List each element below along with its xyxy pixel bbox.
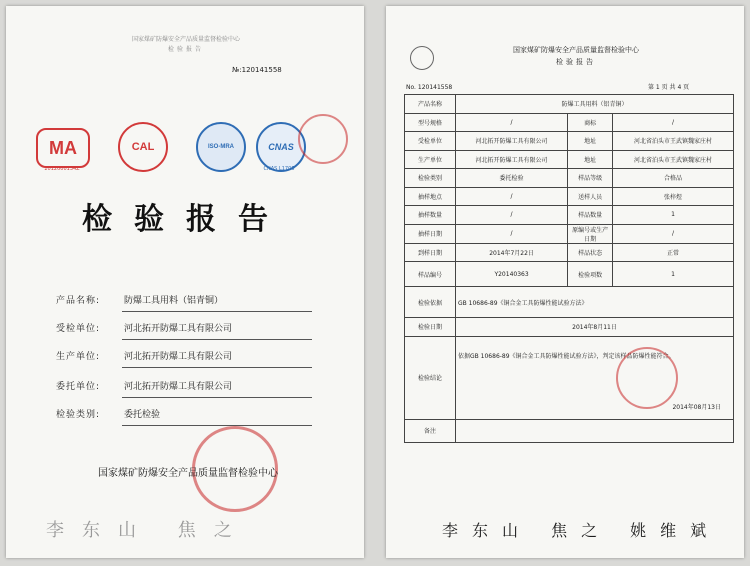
table-cell-value: 张梓煜: [613, 187, 734, 206]
table-cell-value: 正常: [613, 243, 734, 262]
cal-logo: [118, 122, 168, 172]
cnas-logo-caption: CNAS L1706: [263, 166, 295, 172]
table-cell-value: 河北拓开防爆工具有限公司: [456, 132, 568, 151]
table-cell-value: 2014年8月11日: [456, 318, 734, 337]
cover-header-line2: 检验报告: [167, 46, 204, 53]
field-label: 受检单位:: [56, 324, 101, 334]
table-row: [405, 287, 734, 318]
detail-header-line1: 国家煤矿防爆安全产品质量监督检验中心: [513, 46, 639, 54]
table-row: [405, 206, 734, 225]
table-cell-label: 样品状态: [568, 243, 613, 262]
issuing-center-name: 国家煤矿防爆安全产品质量监督检验中心: [98, 468, 278, 479]
table-cell-value: 合格品: [613, 169, 734, 188]
field-value: 防爆工具用料（铝青铜）: [122, 291, 312, 312]
table-row: [405, 336, 734, 419]
iso-mra-logo-text: ISO-MRA: [208, 144, 234, 150]
table-cell-value: /: [613, 224, 734, 243]
ma-logo-text: MA: [49, 138, 77, 158]
table-cell-label: 样品编号: [405, 262, 456, 287]
table-cell-label: 受检单位: [405, 132, 456, 151]
field-label: 产品名称:: [56, 296, 101, 306]
cnas-logo-text: CNAS: [268, 142, 294, 152]
table-row: [405, 419, 734, 442]
table-cell-label: 备注: [405, 419, 456, 442]
table-cell-label: 送样人员: [568, 187, 613, 206]
table-cell-label: 到样日期: [405, 243, 456, 262]
table-cell-label: 原编号或生产日期: [568, 224, 613, 243]
table-cell-label: 地址: [568, 150, 613, 169]
table-row: [405, 150, 734, 169]
field-label: 生产单位:: [56, 352, 101, 362]
table-cell-label: 样品等级: [568, 169, 613, 188]
report-title: 检验报告: [82, 202, 290, 237]
ma-logo: [36, 128, 90, 168]
table-row: [405, 243, 734, 262]
table-cell-label: 生产单位: [405, 150, 456, 169]
conclusion-seal-stamp: [616, 347, 678, 409]
report-detail-page: [386, 6, 744, 558]
cover-report-number-value: 120141558: [241, 66, 282, 74]
field-value: 河北拓开防爆工具有限公司: [122, 377, 312, 398]
inspection-table: [404, 94, 734, 443]
red-seal-stamp: [298, 114, 348, 164]
table-cell-value: 1: [613, 206, 734, 225]
table-row: [405, 169, 734, 188]
table-cell-label: 样品数量: [568, 206, 613, 225]
table-row: [405, 113, 734, 132]
table-row: [405, 262, 734, 287]
cover-report-number-label: №:: [232, 66, 242, 74]
table-row: [405, 132, 734, 151]
field-value: 河北拓开防爆工具有限公司: [122, 319, 312, 340]
table-cell-value: /: [456, 187, 568, 206]
table-cell-label: 产品名称: [405, 95, 456, 114]
detail-report-number-value: 120141558: [417, 84, 453, 91]
table-row: [405, 224, 734, 243]
table-cell-value: 委托检验: [456, 169, 568, 188]
ma-logo-caption: 2012000134Z: [44, 166, 80, 172]
table-cell-label: 检验结论: [405, 336, 456, 419]
detail-report-number: [406, 84, 452, 91]
page-info: 第 1 页 共 4 页: [648, 84, 690, 91]
table-cell-label: 检验依据: [405, 287, 456, 318]
table-row: [405, 318, 734, 337]
cmal-mark-icon: [410, 46, 434, 70]
table-cell-label: 型号规格: [405, 113, 456, 132]
table-cell-value: 1: [613, 262, 734, 287]
table-cell-value: 2014年7月22日: [456, 243, 568, 262]
table-cell-value: /: [456, 224, 568, 243]
table-row: [405, 95, 734, 114]
cover-header-line1: 国家煤矿防爆安全产品质量监督检验中心: [131, 36, 240, 43]
table-cell-value: 河北拓开防爆工具有限公司: [456, 150, 568, 169]
table-cell-value: /: [456, 113, 568, 132]
table-cell-value: /: [456, 206, 568, 225]
detail-header-line2: 检验报告: [556, 58, 596, 66]
table-row: [405, 187, 734, 206]
field-value: 河北拓开防爆工具有限公司: [122, 347, 312, 368]
cover-report-number: [232, 66, 282, 74]
table-cell-value: 防爆工具用料（铝青铜）: [456, 95, 734, 114]
cal-logo-text: CAL: [131, 141, 155, 153]
table-cell-value: /: [613, 113, 734, 132]
table-cell-value: Y20140363: [456, 262, 568, 287]
conclusion-cell: [456, 336, 734, 419]
table-cell-value: 河北省泊头市王武镇魏家庄村: [613, 150, 734, 169]
detail-report-number-label: No.: [406, 84, 416, 91]
table-cell-value: [456, 419, 734, 442]
table-cell-label: 商标: [568, 113, 613, 132]
table-cell-label: 地址: [568, 132, 613, 151]
handwritten-signatures: 李东山 焦之 姚维斌: [442, 521, 721, 540]
conclusion-date: 2014年08月13日: [672, 403, 721, 411]
iso-mra-logo: [196, 122, 246, 172]
table-cell-label: 检验类别: [405, 169, 456, 188]
field-value: 委托检验: [122, 405, 312, 426]
table-cell-label: 抽样日期: [405, 224, 456, 243]
field-label: 委托单位:: [56, 382, 101, 392]
report-cover-page: [6, 6, 364, 558]
table-cell-value: 河北省泊头市王武镇魏家庄村: [613, 132, 734, 151]
conclusion-text: 依据GB 10686-89《铜合金工具防爆性能试验方法》，判定该样品防爆性能符合。: [458, 352, 675, 360]
table-cell-label: 检验日期: [405, 318, 456, 337]
table-cell-label: 检验项数: [568, 262, 613, 287]
table-cell-label: 抽样地点: [405, 187, 456, 206]
field-label: 检验类别:: [56, 410, 101, 420]
handwritten-signatures: 李东山 焦之: [46, 520, 250, 541]
table-cell-value: GB 10686-89《铜合金工具防爆性能试验方法》: [456, 287, 734, 318]
table-cell-label: 抽样数量: [405, 206, 456, 225]
